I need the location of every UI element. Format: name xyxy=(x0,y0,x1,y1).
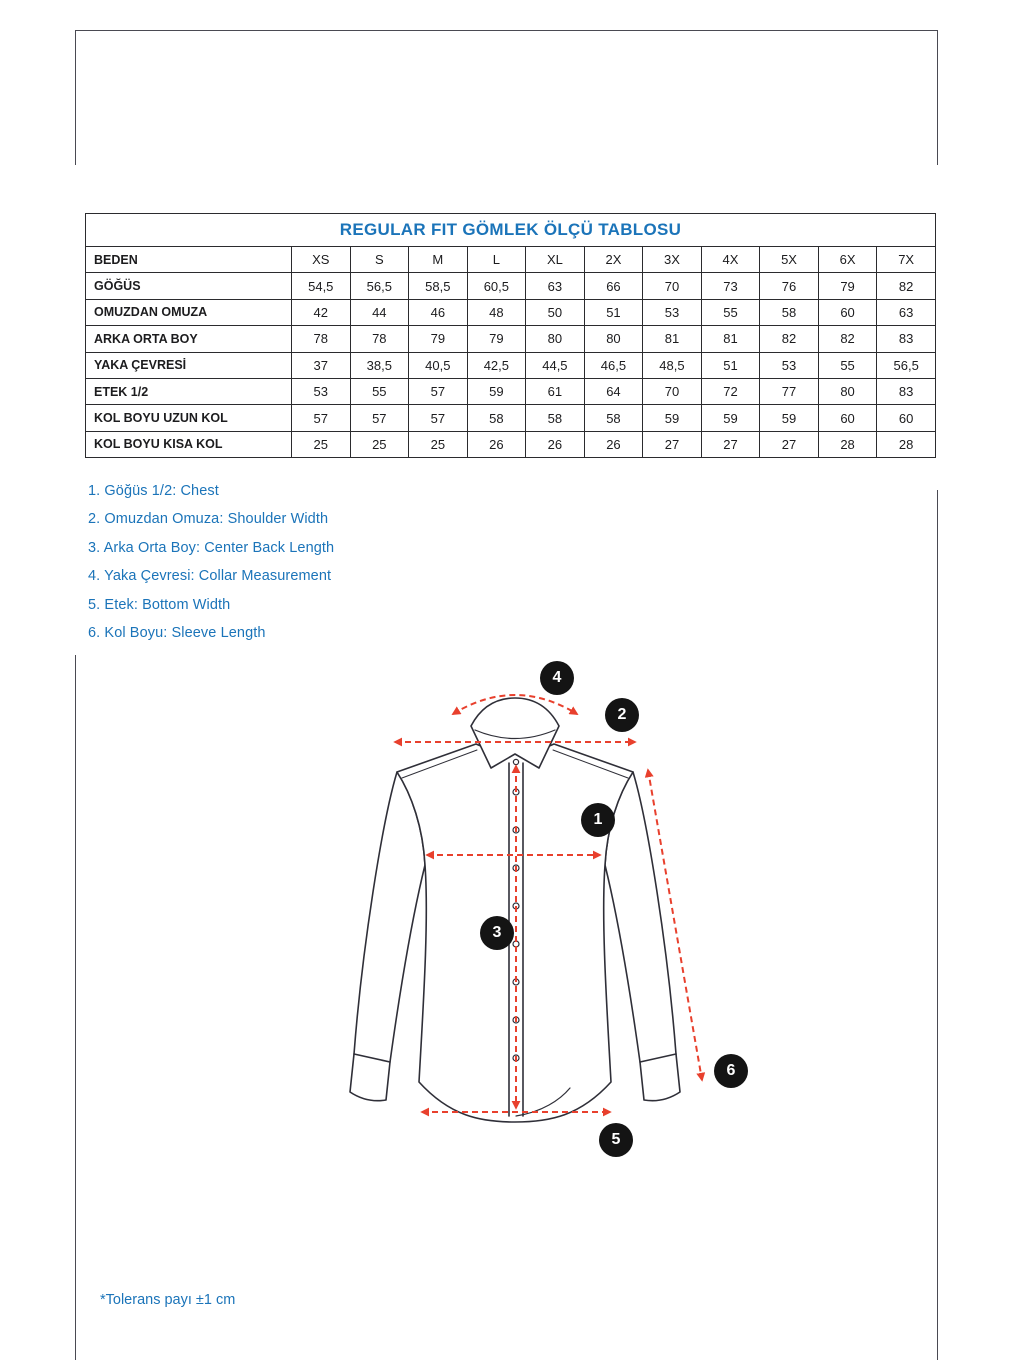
column-header-size: L xyxy=(467,247,526,273)
size-value-cell: 37 xyxy=(292,352,351,378)
size-value-cell: 78 xyxy=(292,326,351,352)
measure-marker-1: 1 xyxy=(581,803,615,837)
collar-button xyxy=(513,759,518,764)
size-value-cell: 66 xyxy=(584,273,643,299)
size-value-cell: 58 xyxy=(584,405,643,431)
size-value-cell: 57 xyxy=(292,405,351,431)
size-table-row xyxy=(86,405,936,431)
size-value-cell: 53 xyxy=(760,352,819,378)
size-value-cell: 77 xyxy=(760,378,819,404)
size-value-cell: 63 xyxy=(526,273,585,299)
legend-item: 5. Etek: Bottom Width xyxy=(88,596,231,613)
size-value-cell: 44 xyxy=(350,299,409,325)
legend-item: 2. Omuzdan Omuza: Shoulder Width xyxy=(88,511,329,528)
row-label: KOL BOYU UZUN KOL xyxy=(86,405,292,431)
size-value-cell: 46 xyxy=(409,299,468,325)
size-value-cell: 46,5 xyxy=(584,352,643,378)
column-header-size: 3X xyxy=(643,247,702,273)
size-value-cell: 60,5 xyxy=(467,273,526,299)
size-value-cell: 58 xyxy=(467,405,526,431)
size-value-cell: 28 xyxy=(818,431,877,457)
size-value-cell: 83 xyxy=(877,326,936,352)
column-header-size: XS xyxy=(292,247,351,273)
row-label: ETEK 1/2 xyxy=(86,378,292,404)
size-value-cell: 80 xyxy=(526,326,585,352)
size-value-cell: 60 xyxy=(818,299,877,325)
legend-item: 3. Arka Orta Boy: Center Back Length xyxy=(88,539,335,556)
size-value-cell: 80 xyxy=(584,326,643,352)
size-value-cell: 63 xyxy=(877,299,936,325)
size-value-cell: 27 xyxy=(701,431,760,457)
size-value-cell: 40,5 xyxy=(409,352,468,378)
size-value-cell: 25 xyxy=(409,431,468,457)
size-value-cell: 55 xyxy=(350,378,409,404)
size-value-cell: 42,5 xyxy=(467,352,526,378)
measure-marker-6: 6 xyxy=(714,1054,748,1088)
size-value-cell: 81 xyxy=(701,326,760,352)
size-value-cell: 79 xyxy=(409,326,468,352)
size-value-cell: 78 xyxy=(350,326,409,352)
column-header-size: 6X xyxy=(818,247,877,273)
size-value-cell: 56,5 xyxy=(877,352,936,378)
size-table-row xyxy=(86,326,936,352)
shirt-diagram xyxy=(330,650,790,1170)
size-value-cell: 79 xyxy=(467,326,526,352)
size-value-cell: 72 xyxy=(701,378,760,404)
size-value-cell: 59 xyxy=(467,378,526,404)
shirt-technical-drawing xyxy=(330,650,790,1170)
size-value-cell: 70 xyxy=(643,273,702,299)
column-header-size: S xyxy=(350,247,409,273)
row-label: OMUZDAN OMUZA xyxy=(86,299,292,325)
measure-marker-2: 2 xyxy=(605,698,639,732)
column-header-size: 4X xyxy=(701,247,760,273)
size-value-cell: 54,5 xyxy=(292,273,351,299)
size-value-cell: 26 xyxy=(467,431,526,457)
size-table-row xyxy=(86,273,936,299)
size-value-cell: 59 xyxy=(701,405,760,431)
measurement-legend xyxy=(88,477,334,647)
column-header-size: 7X xyxy=(877,247,936,273)
size-value-cell: 27 xyxy=(643,431,702,457)
size-value-cell: 59 xyxy=(760,405,819,431)
size-value-cell: 60 xyxy=(818,405,877,431)
size-table-row xyxy=(86,299,936,325)
size-table-body xyxy=(86,273,936,458)
size-value-cell: 64 xyxy=(584,378,643,404)
size-table-title-row xyxy=(86,214,936,247)
column-header-beden: BEDEN xyxy=(86,247,292,273)
size-value-cell: 42 xyxy=(292,299,351,325)
size-value-cell: 58,5 xyxy=(409,273,468,299)
legend-item: 4. Yaka Çevresi: Collar Measurement xyxy=(88,568,332,585)
size-value-cell: 73 xyxy=(701,273,760,299)
legend-item: 6. Kol Boyu: Sleeve Length xyxy=(88,624,266,641)
size-value-cell: 57 xyxy=(409,378,468,404)
size-table-row xyxy=(86,352,936,378)
size-value-cell: 58 xyxy=(526,405,585,431)
size-value-cell: 51 xyxy=(584,299,643,325)
size-value-cell: 76 xyxy=(760,273,819,299)
size-value-cell: 82 xyxy=(760,326,819,352)
column-header-size: M xyxy=(409,247,468,273)
size-value-cell: 82 xyxy=(877,273,936,299)
size-value-cell: 48 xyxy=(467,299,526,325)
size-value-cell: 50 xyxy=(526,299,585,325)
row-label: YAKA ÇEVRESİ xyxy=(86,352,292,378)
size-value-cell: 59 xyxy=(643,405,702,431)
size-value-cell: 70 xyxy=(643,378,702,404)
row-label: GÖĞÜS xyxy=(86,273,292,299)
size-value-cell: 55 xyxy=(818,352,877,378)
row-label: KOL BOYU KISA KOL xyxy=(86,431,292,457)
size-value-cell: 48,5 xyxy=(643,352,702,378)
size-value-cell: 56,5 xyxy=(350,273,409,299)
size-table-row xyxy=(86,378,936,404)
frame-border-left xyxy=(75,655,76,1360)
size-value-cell: 26 xyxy=(526,431,585,457)
size-value-cell: 25 xyxy=(350,431,409,457)
right-sleeve xyxy=(605,772,680,1101)
legend-item: 1. Göğüs 1/2: Chest xyxy=(88,483,219,499)
size-table xyxy=(85,213,936,458)
size-value-cell: 27 xyxy=(760,431,819,457)
size-value-cell: 58 xyxy=(760,299,819,325)
size-value-cell: 79 xyxy=(818,273,877,299)
measure-marker-3: 3 xyxy=(480,916,514,950)
size-value-cell: 26 xyxy=(584,431,643,457)
size-value-cell: 81 xyxy=(643,326,702,352)
column-header-size: 5X xyxy=(760,247,819,273)
size-value-cell: 38,5 xyxy=(350,352,409,378)
size-value-cell: 60 xyxy=(877,405,936,431)
column-header-size: XL xyxy=(526,247,585,273)
size-value-cell: 57 xyxy=(409,405,468,431)
size-value-cell: 57 xyxy=(350,405,409,431)
size-value-cell: 53 xyxy=(643,299,702,325)
size-value-cell: 53 xyxy=(292,378,351,404)
product-image-frame xyxy=(75,30,938,165)
size-value-cell: 55 xyxy=(701,299,760,325)
measure-marker-5: 5 xyxy=(599,1123,633,1157)
size-value-cell: 28 xyxy=(877,431,936,457)
column-header-size: 2X xyxy=(584,247,643,273)
size-value-cell: 83 xyxy=(877,378,936,404)
row-label: ARKA ORTA BOY xyxy=(86,326,292,352)
tolerance-footnote: *Tolerans payı ±1 cm xyxy=(100,1292,236,1308)
size-value-cell: 61 xyxy=(526,378,585,404)
size-value-cell: 51 xyxy=(701,352,760,378)
left-sleeve xyxy=(350,772,425,1101)
size-value-cell: 44,5 xyxy=(526,352,585,378)
size-table-header-row xyxy=(86,247,936,273)
frame-border-right xyxy=(937,490,938,1360)
size-value-cell: 25 xyxy=(292,431,351,457)
size-table-title: REGULAR FIT GÖMLEK ÖLÇÜ TABLOSU xyxy=(86,214,936,247)
measure-marker-4: 4 xyxy=(540,661,574,695)
size-value-cell: 80 xyxy=(818,378,877,404)
size-value-cell: 82 xyxy=(818,326,877,352)
size-table-row xyxy=(86,431,936,457)
